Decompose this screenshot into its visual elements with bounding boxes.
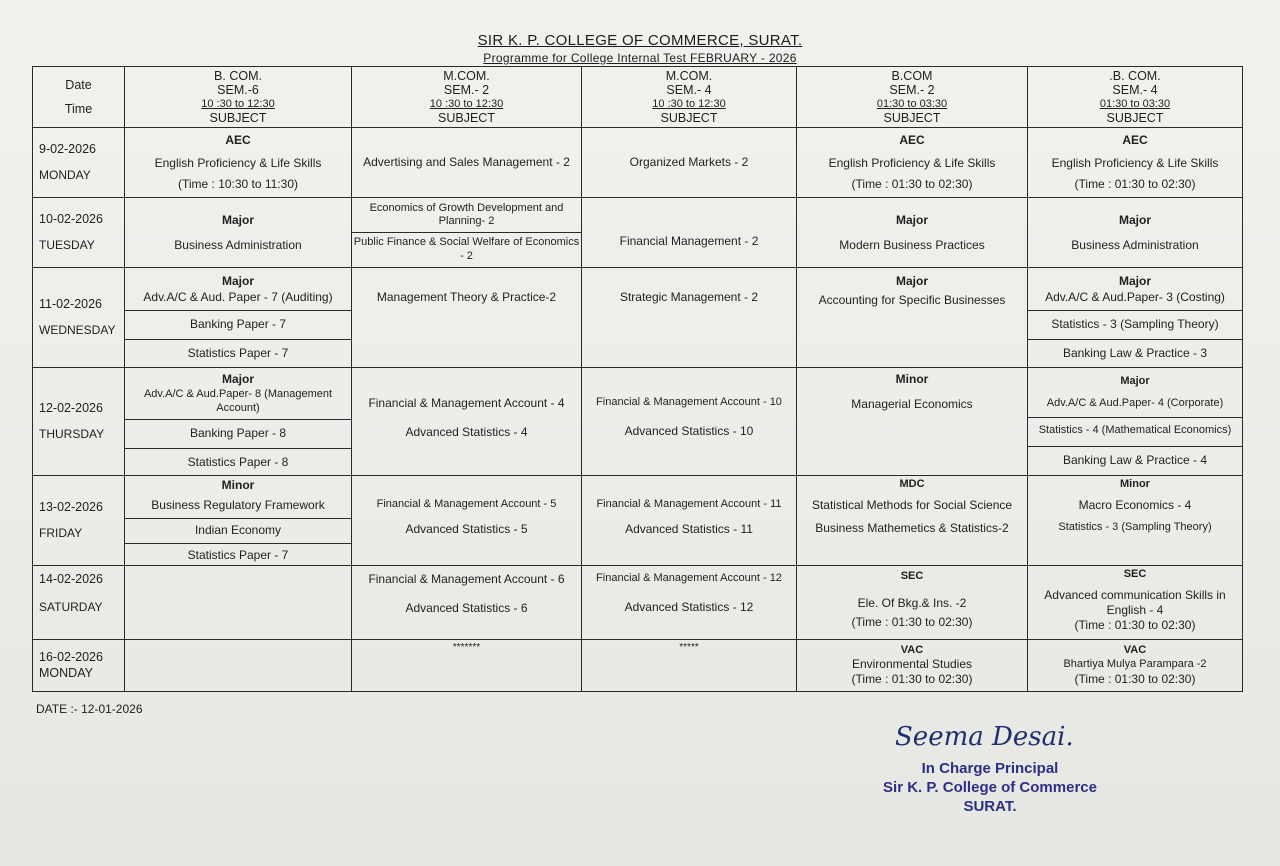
subject-name: Banking Paper - 8 [125,419,351,442]
header-row [33,67,1243,128]
subject-name: Financial & Management Account - 6 [368,572,565,586]
subject-name: Public Finance & Social Welfare of Economics - 2 [352,232,581,264]
category-label: AEC [899,133,925,147]
date-label: Date [65,77,92,92]
category-label: SEC [900,570,924,582]
subject-name: Statistics Paper - 7 [125,543,351,564]
subject-name: Macro Economics - 4 [1078,497,1192,512]
subject-name: Bhartiya Mulya Parampara -2 [1063,658,1207,670]
timetable [32,66,1243,692]
course-name: .B. COM. [1109,69,1161,84]
exam-date: 13-02-2026 [39,500,103,515]
subject-name: Modern Business Practices [839,237,985,252]
seal-college: Sir K. P. College of Commerce [883,778,1097,796]
time-note: (Time : 01:30 to 02:30) [1074,617,1196,632]
semester: SEM.- 2 [889,83,935,98]
subject-name: English Proficiency & Life Skills [1051,156,1219,170]
subject-name: Banking Paper - 7 [125,310,351,333]
bcom6-cell [125,268,352,368]
subject-name: Adv.A/C & Aud.Paper- 8 (Management Account) [143,387,333,414]
subject-name: Statistics Paper - 8 [125,448,351,471]
exam-time: 10 :30 to 12:30 [201,97,275,110]
subject-name: Advanced Statistics - 10 [624,423,754,438]
subject-name: English Proficiency & Life Skills [154,156,322,170]
exam-weekday: FRIDAY [39,525,83,540]
semester: SEM.- 2 [443,83,490,98]
subject-name: Statistics - 3 (Sampling Theory) [1058,520,1212,533]
subject-label: SUBJECT [883,110,941,125]
subject-name: Financial & Management Account - 11 [596,498,782,510]
subject-name: Banking Law & Practice - 3 [1028,339,1242,362]
course-name: M.COM. [443,69,490,84]
subject-label: SUBJECT [660,110,718,125]
bcom6-cell [125,476,352,566]
subject-name: Advanced Statistics - 12 [624,599,754,614]
semester: SEM.-6 [217,83,259,98]
subject-name: Adv.A/C & Aud.Paper- 4 (Corporate) [1046,396,1224,409]
time-note: (Time : 01:30 to 02:30) [851,672,973,687]
category-label: Minor [1120,478,1150,490]
course-name: B. COM. [214,69,262,84]
category-label: Major [1118,212,1151,227]
table-row [33,476,1243,566]
exam-weekday: MONDAY [39,665,93,680]
table-row [33,640,1243,692]
document-header [0,32,1280,65]
subject-name: Indian Economy [125,518,351,539]
subject-name: Accounting for Specific Businesses [818,293,1006,307]
time-note: (Time : 01:30 to 02:30) [851,177,973,191]
issue-date: DATE :- 12-01-2026 [36,702,143,716]
exam-time: 10 :30 to 12:30 [652,97,726,110]
category-label: Minor [221,477,255,492]
semester: SEM.- 4 [666,83,712,98]
date-cell [33,640,125,692]
seal-city: SURAT. [963,797,1017,815]
subject-name: Advanced Statistics - 4 [405,425,528,439]
time-note: (Time : 01:30 to 02:30) [851,614,973,629]
mcom4-cell: Strategic Management - 2 [582,268,797,368]
time-label: Time [64,102,93,116]
exam-date: 11-02-2026 [39,297,103,312]
subject-name: Environmental Studies [851,657,973,672]
subject-label: SUBJECT [1106,110,1164,125]
bcom6-header [125,67,352,128]
subject-name: Financial & Management Account - 5 [376,498,557,510]
table-row [33,128,1243,198]
subject-name: Managerial Economics [851,397,973,411]
subject-name: Adv.A/C & Aud. Paper - 7 (Auditing) [143,289,333,304]
bcom4-cell [1028,476,1243,566]
date-cell [33,368,125,476]
table-row [33,268,1243,368]
date-time-header [33,67,125,128]
date-cell [33,268,125,368]
time-note: (Time : 10:30 to 11:30) [177,177,299,191]
exam-date: 14-02-2026 [39,572,103,586]
subject-name: Statistics Paper - 7 [125,339,351,362]
bcom2-cell [797,198,1028,268]
bcom6-cell [125,368,352,476]
table-row [33,368,1243,476]
exam-date: 16-02-2026 [39,649,103,664]
bcom4-cell [1028,198,1243,268]
category-label: Major [1120,374,1150,387]
subject-name: Business Regulatory Framework [151,497,325,512]
subject-name: Banking Law & Practice - 4 [1028,446,1242,469]
bcom4-cell [1028,268,1243,368]
category-label: MDC [899,478,925,490]
category-label: Major [221,212,254,227]
category-label: VAC [1123,644,1147,657]
category-label: Major [1118,273,1151,288]
subject-name: Business Administration [1071,237,1199,252]
table-row [33,198,1243,268]
principal-seal [860,760,1120,816]
bcom2-cell [797,128,1028,198]
bcom2-cell [797,566,1028,640]
table-row [33,566,1243,640]
mcom4-cell: ***** [582,640,797,692]
bcom4-cell [1028,566,1243,640]
exam-time: 01:30 to 03:30 [1099,97,1171,110]
subject-name: Adv.A/C & Aud.Paper- 3 (Costing) [1045,289,1225,304]
bcom4-cell [1028,640,1243,692]
bcom2-header [797,67,1028,128]
subject-name: Advanced Statistics - 11 [625,521,753,536]
category-label: Major [895,274,928,288]
bcom6-cell [125,566,352,640]
principal-signature: Seema Desai. [895,722,1074,752]
programme-title: Programme for College Internal Test FEBRUARY - 2026 [483,51,797,65]
subject-name: Business Administration [174,237,302,252]
bcom4-cell [1028,128,1243,198]
bcom2-cell [797,640,1028,692]
category-label: Major [221,273,254,288]
exam-weekday: WEDNESDAY [39,322,116,337]
bcom6-cell [125,128,352,198]
bcom6-cell [125,640,352,692]
time-note: (Time : 01:30 to 02:30) [1074,177,1196,191]
subject-name: Statistics - 4 (Mathematical Economics) [1028,417,1242,440]
subject-name: Statistical Methods for Social Science [811,497,1013,512]
course-name: B.COM [891,69,933,84]
exam-time: 01:30 to 03:30 [876,97,948,110]
mcom4-cell [582,476,797,566]
date-cell [33,128,125,198]
semester: SEM.- 4 [1112,83,1158,98]
category-label: SEC [1123,568,1147,580]
mcom4-cell [582,566,797,640]
bcom4-header [1028,67,1243,128]
subject-name: Advanced communication Skills in English - 4 [1044,587,1226,617]
subject-name: Statistics - 3 (Sampling Theory) [1028,310,1242,333]
subject-name: English Proficiency & Life Skills [828,156,996,170]
time-note: (Time : 01:30 to 02:30) [1074,671,1196,686]
date-cell [33,566,125,640]
college-name: SIR K. P. COLLEGE OF COMMERCE, SURAT. [477,32,803,49]
course-name: M.COM. [665,69,713,84]
exam-date: 10-02-2026 [39,212,103,227]
exam-date: 9-02-2026 [39,142,96,157]
subject-name: Business Mathemetics & Statistics-2 [815,520,1009,535]
category-label: Major [221,371,254,386]
exam-weekday: MONDAY [39,167,91,182]
bcom2-cell [797,368,1028,476]
category-label: AEC [225,133,251,147]
bcom2-cell [797,476,1028,566]
subject-name: Advanced Statistics - 6 [405,601,528,615]
mcom4-cell [582,198,797,268]
category-label: Minor [895,372,929,386]
date-cell [33,476,125,566]
subject-name: Financial & Management Account - 12 [596,572,782,584]
mcom4-header [582,67,797,128]
subject-name: Advanced Statistics - 5 [405,521,528,536]
mcom2-cell [352,566,582,640]
exam-time: 10 :30 to 12:30 [429,97,504,110]
exam-weekday: TUESDAY [39,237,95,252]
category-label: Major [895,212,928,227]
exam-weekday: THURSDAY [39,426,105,441]
mcom4-cell [582,368,797,476]
bcom6-cell [125,198,352,268]
mcom2-header [352,67,582,128]
exam-date: 12-02-2026 [39,401,103,416]
subject-name: Financial & Management Account - 10 [596,396,782,408]
subject-name: Financial Management - 2 [619,234,759,248]
seal-title: In Charge Principal [921,760,1059,777]
mcom2-cell [352,476,582,566]
bcom2-cell [797,268,1028,368]
mcom2-cell: Advertising and Sales Management - 2 [352,128,582,198]
bcom4-cell [1028,368,1243,476]
mcom2-cell: ******* [352,640,582,692]
subject-name: Ele. Of Bkg.& Ins. -2 [857,595,967,610]
mcom2-cell [352,368,582,476]
mcom2-cell [352,198,582,268]
exam-weekday: SATURDAY [39,599,103,614]
date-cell [33,198,125,268]
mcom4-cell: Organized Markets - 2 [582,128,797,198]
category-label: VAC [900,643,924,656]
category-label: AEC [1122,133,1148,147]
subject-name: Economics of Growth Development and Planning- 2 [369,201,564,228]
mcom2-cell: Management Theory & Practice-2 [352,268,582,368]
subject-label: SUBJECT [438,110,495,125]
subject-label: SUBJECT [209,110,267,125]
subject-name: Financial & Management Account - 4 [368,396,565,410]
